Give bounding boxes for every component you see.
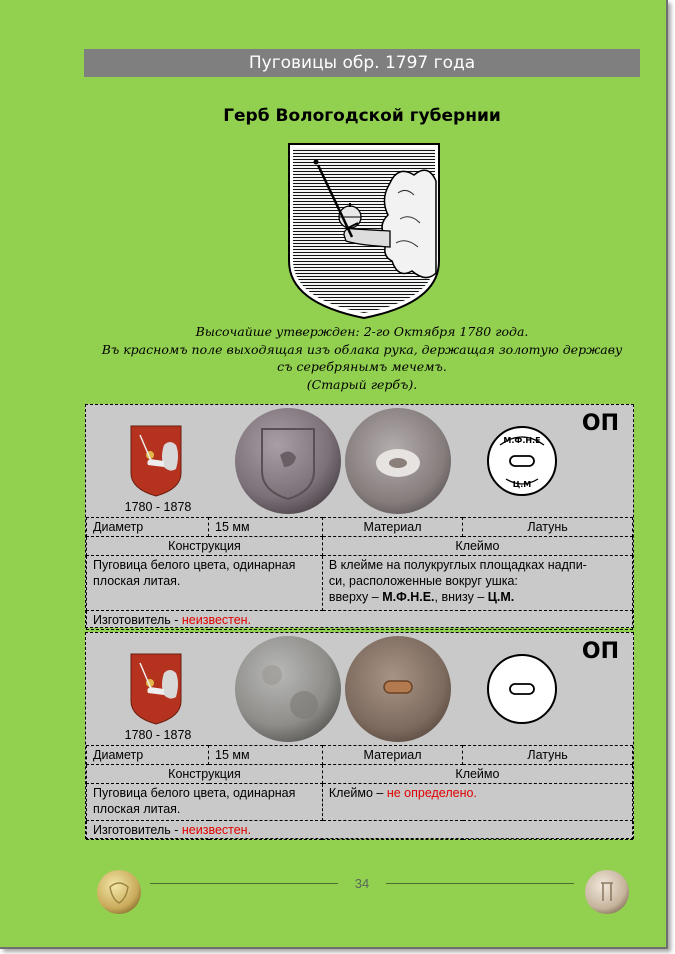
diameter-value: 15 мм: [209, 518, 323, 537]
page-title: Пуговицы обр. 1797 года: [84, 49, 640, 77]
material-value: Латунь: [463, 518, 633, 537]
button-info-table: [86, 745, 633, 840]
description-line: Высочайше утвержден: 2-го Октября 1780 года.: [195, 324, 529, 339]
diameter-label: Диаметр: [87, 518, 209, 537]
stamp-bottom-inscription: Ц.М.: [487, 590, 515, 604]
button-back-photo: [344, 635, 452, 743]
stamp-label: Клеймо: [322, 537, 632, 556]
maker-row: [87, 821, 633, 840]
construction-label: Конструкция: [87, 537, 323, 556]
footer-right-button-image: [584, 869, 630, 915]
construction-label: Конструкция: [87, 765, 323, 784]
stamp-top-inscription: М.Ф.Н.Е.: [382, 590, 435, 604]
stamp-text: [322, 556, 632, 611]
maker-label: Изготовитель -: [93, 823, 182, 837]
stamp-schema: [486, 653, 558, 725]
stamp-text-part: Клеймо –: [328, 786, 387, 800]
material-value: Латунь: [463, 746, 633, 765]
schema-bottom-text: Ц.М: [512, 480, 532, 489]
stamp-text-line: В клейме на полукруглых площадках надпи-: [328, 558, 587, 572]
op-mark: ОП: [581, 639, 619, 664]
coat-of-arms-description: [84, 323, 640, 393]
button-front-photo: [234, 407, 342, 515]
footer-left-button-image: [96, 869, 142, 915]
button-info-table: [86, 517, 633, 630]
maker-row: [87, 611, 633, 630]
diameter-label: Диаметр: [87, 746, 209, 765]
button-back-photo: [344, 407, 452, 515]
maker-value: неизвестен.: [181, 613, 252, 627]
stamp-text-part: вверху –: [328, 590, 383, 604]
maker-label: Изготовитель -: [93, 613, 182, 627]
description-line: Въ красномъ поле выходящая изъ облака рука, держащая золотую державу: [101, 341, 623, 357]
description-line: (Старый гербъ).: [306, 376, 418, 392]
page-number: 34: [354, 876, 370, 891]
years-label: 1780 - 1878: [124, 728, 192, 742]
construction-text: Пуговица белого цвета, одинарная плоская литая.: [87, 784, 323, 821]
material-label: Материал: [322, 518, 462, 537]
small-coat-of-arms-image: [130, 425, 182, 497]
small-coat-of-arms-image: [130, 653, 182, 725]
years-label: 1780 - 1878: [124, 500, 192, 514]
footer-divider: [150, 883, 338, 884]
stamp-text-line: си, расположенные вокруг ушка:: [328, 574, 518, 588]
button-card-2: [85, 632, 634, 839]
schema-top-text: М.Ф.Н.Е: [503, 436, 541, 445]
footer-divider: [386, 883, 574, 884]
construction-text: Пуговица белого цвета, одинарная плоская литая.: [87, 556, 323, 611]
stamp-text-part: , внизу –: [434, 590, 488, 604]
coat-of-arms-image: [288, 143, 440, 319]
diameter-value: 15 мм: [209, 746, 323, 765]
stamp-schema: [486, 425, 558, 497]
button-card-1: [85, 404, 634, 628]
stamp-text: [322, 784, 632, 821]
op-mark: ОП: [581, 411, 619, 436]
stamp-label: Клеймо: [322, 765, 632, 784]
stamp-undetermined: не определено.: [386, 786, 477, 800]
coat-of-arms-title: Герб Вологодской губернии: [223, 106, 501, 126]
maker-value: неизвестен.: [181, 823, 252, 837]
material-label: Материал: [322, 746, 462, 765]
button-front-photo: [234, 635, 342, 743]
description-line: съ серебрянымъ мечемъ.: [277, 359, 447, 374]
